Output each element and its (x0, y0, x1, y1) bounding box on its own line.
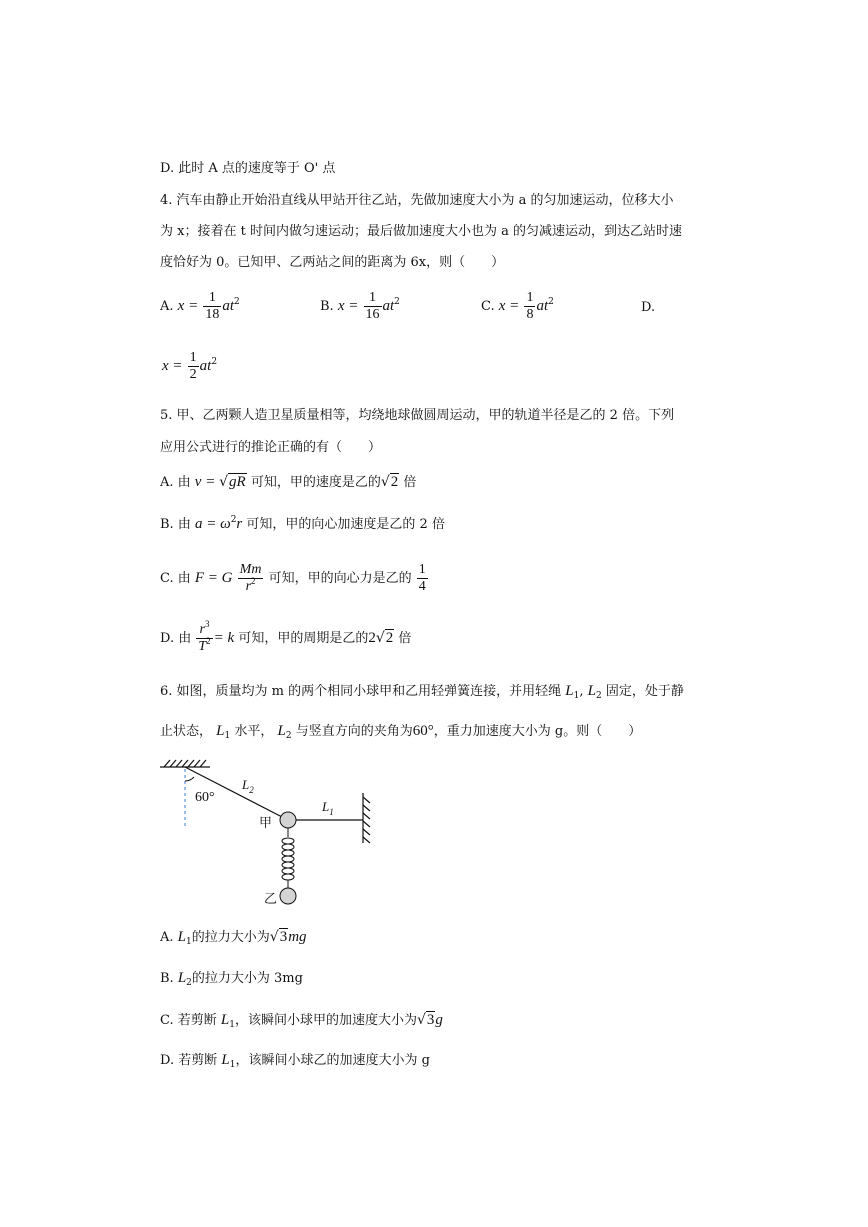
svg-text:L1 (321, 799, 334, 817)
option-label: A. 由 (160, 475, 191, 490)
option-label: A. (160, 930, 174, 945)
option-label: B. (160, 971, 174, 986)
sqrt: √3 (269, 929, 288, 945)
spring-ball-figure (150, 755, 390, 915)
option-text: 的拉力大小为 (191, 930, 270, 945)
formula-tail: r (236, 516, 243, 532)
figure-l2-sub: 2 (249, 785, 254, 795)
radicand: 3 (279, 929, 288, 945)
radicand: gR (229, 474, 246, 490)
option-text: ，该瞬间小球乙的加速度大小为 g (235, 1053, 430, 1068)
q6-option-a (160, 929, 307, 946)
angle-arc (185, 777, 194, 781)
sqrt: √2 (380, 474, 399, 490)
wall (363, 793, 370, 843)
frac-den: T (198, 639, 207, 654)
subscript: 1 (229, 1060, 236, 1070)
formula-tail: = k (213, 630, 235, 646)
q6-option-c (160, 1012, 443, 1029)
formula-lhs: x = (177, 298, 199, 314)
radicand: 2 (390, 474, 399, 490)
option-label: C. 若剪断 (160, 1013, 217, 1028)
figure-l1-sub: 1 (329, 807, 334, 817)
option-text: ，该瞬间小球甲的加速度大小为 (234, 1013, 417, 1028)
q4-option-c (481, 290, 554, 323)
subscript: 1 (573, 691, 580, 701)
frac-den: 2 (189, 367, 197, 382)
subscript: 2 (595, 691, 602, 701)
option-text: 可知，甲的周期是乙的 (238, 631, 369, 646)
figure-angle-label: 60° (195, 790, 215, 805)
frac-num: r (199, 622, 205, 637)
option-label: B. 由 (160, 517, 191, 532)
q5-option-c (160, 562, 429, 595)
formula-rhs: at (382, 298, 395, 314)
q6-option-b (160, 970, 303, 987)
exponent: 3 (205, 619, 210, 629)
exponent: 2 (230, 515, 237, 525)
frac-num: 1 (418, 562, 426, 577)
option-label: B. (320, 299, 334, 314)
q4-stem-line2: 为 x；接着在 t 时间内做匀速运动；最后做加速度大小也为 a 的匀减速运动，到达乙站时速 (160, 224, 682, 239)
angle-value: 60° (412, 723, 434, 739)
coefficient: 2 (368, 630, 376, 646)
option-label: C. 由 (160, 571, 191, 586)
option-tail: 倍 (398, 631, 412, 646)
symbol-L: L (277, 723, 286, 739)
subscript: 2 (285, 731, 292, 741)
frac-den: 4 (418, 579, 426, 594)
frac-den: r (245, 579, 252, 594)
frac-den: 16 (365, 307, 380, 322)
frac-den: 8 (526, 307, 534, 322)
svg-text:L2 (241, 777, 254, 795)
figure-l2-label: L (242, 777, 250, 792)
spring (282, 828, 294, 888)
option-text: 的拉力大小为 3mg (191, 971, 303, 986)
option-label: C. (481, 299, 495, 314)
exponent: 2 (234, 297, 240, 307)
formula-rhs: at (199, 358, 212, 374)
symbol-L: L (177, 970, 187, 986)
q4-stem-line1: 4. 汽车由静止开始沿直线从甲站开往乙站，先做加速度大小为 a 的匀加速运动，位移大小 (160, 193, 674, 208)
ceiling (160, 760, 210, 767)
figure-ball-jia-label: 甲 (259, 816, 273, 831)
option-label: A. (160, 299, 174, 314)
subscript: 2 (186, 978, 192, 988)
symbol-L: L (177, 929, 187, 945)
q5-stem-line2: 应用公式进行的推论正确的有（ ） (160, 440, 382, 455)
q5-stem-line1: 5. 甲、乙两颗人造卫星质量相等，均绕地球做圆周运动，甲的轨道半径是乙的 2 倍。下列 (160, 408, 675, 423)
q6-stem-line2 (160, 723, 641, 740)
option-tail: 倍 (403, 475, 417, 490)
option-tail: g (435, 1012, 443, 1028)
formula-lhs: x = (162, 358, 183, 374)
q6-option-d (160, 1052, 430, 1069)
radicand: 2 (385, 630, 394, 646)
frac-num: Mm (239, 562, 262, 577)
subscript: 1 (224, 731, 231, 741)
symbol-L: L (221, 1052, 230, 1068)
stem-text: 水平， (234, 724, 274, 739)
q4-option-b (320, 290, 400, 323)
formula: F = G (194, 570, 233, 586)
exponent: 2 (394, 297, 400, 307)
formula: v = (194, 474, 220, 490)
figure-ball-yi-label: 乙 (264, 892, 278, 907)
sqrt: √gR (219, 474, 246, 490)
q5-option-a (160, 474, 416, 491)
exponent: 2 (211, 357, 218, 367)
symbol-L: L (220, 1012, 230, 1028)
exponent: 2 (548, 297, 554, 307)
option-tail: mg (288, 929, 307, 945)
formula: a = ω (194, 516, 231, 532)
q4-option-a (160, 290, 240, 323)
symbol-L: L (587, 683, 596, 699)
sqrt: √2 (375, 630, 394, 646)
symbol-L: L (216, 723, 225, 739)
q4-stem-line3: 度恰好为 0。已知甲、乙两站之间的距离为 6x，则（ ） (160, 255, 505, 270)
q5-option-b (160, 516, 445, 533)
q4-option-d-formula (162, 350, 217, 383)
figure-l1-label: L (322, 799, 330, 814)
stem-text: 与竖直方向的夹角为 (295, 724, 413, 739)
formula-rhs: at (222, 298, 235, 314)
exponent: 2 (206, 636, 211, 646)
frac-num: 1 (364, 290, 382, 307)
sqrt: √3 (416, 1012, 435, 1028)
option-text: 可知，甲的向心加速度是乙的 2 倍 (246, 517, 445, 532)
option-label: D. 由 (160, 631, 192, 646)
frac-num: 1 (526, 290, 534, 305)
stem-text: 6. 如图，质量均为 m 的两个相同小球甲和乙用轻弹簧连接，并用轻绳 (160, 684, 562, 699)
frac-den: 18 (205, 307, 220, 322)
formula-lhs: x = (337, 298, 359, 314)
formula-lhs: x = (498, 298, 520, 314)
frac-num: 1 (203, 290, 221, 307)
option-text: 可知，甲的速度是乙的 (250, 475, 381, 490)
frac-num: 1 (189, 350, 197, 365)
ball-yi (280, 888, 296, 904)
q3-option-d: D. 此时 A 点的速度等于 O' 点 (160, 161, 336, 176)
q5-option-d (160, 619, 412, 655)
symbol-L: L (565, 683, 574, 699)
radicand: 3 (426, 1012, 435, 1028)
exponent: 2 (251, 576, 256, 586)
q6-stem-line1: 6. 如图，质量均为 m 的两个相同小球甲和乙用轻弹簧连接，并用轻绳 $L_1$, $L_2$ 固定，处于静 (160, 683, 684, 701)
option-label: D. 若剪断 (160, 1053, 218, 1068)
subscript: 1 (186, 937, 192, 947)
stem-text: ，重力加速度大小为 g。则（ ） (433, 724, 642, 739)
formula-rhs: at (536, 298, 549, 314)
subscript: 1 (229, 1020, 235, 1030)
q4-option-d-label: D. (641, 300, 656, 315)
option-text: 可知，甲的向心力是乙的 (268, 571, 412, 586)
stem-text: 止状态， (160, 724, 213, 739)
stem-text: 固定，处于静 (605, 684, 684, 699)
ball-jia (280, 812, 296, 828)
